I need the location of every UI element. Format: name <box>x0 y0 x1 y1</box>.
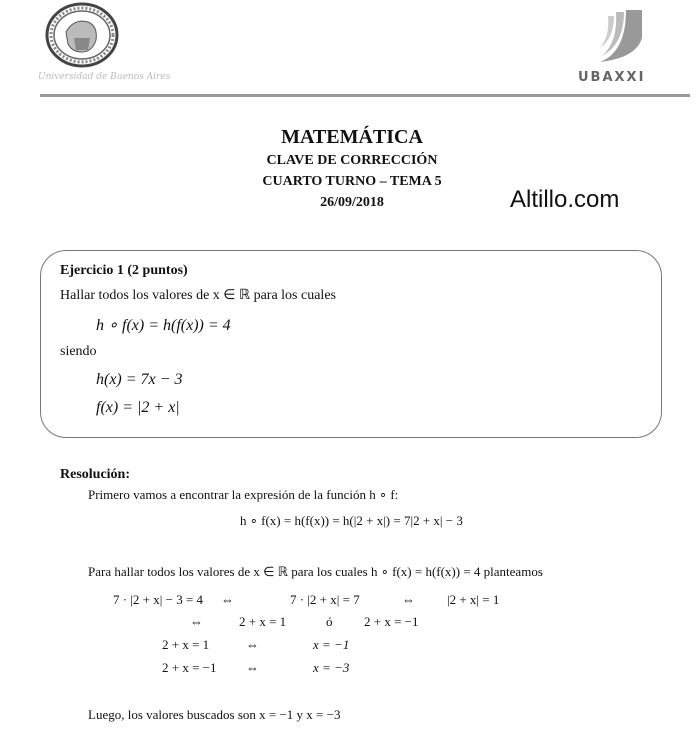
exercise-heading: Ejercicio 1 (2 puntos) <box>60 263 188 278</box>
composition-formula: h ∘ f(x) = h(f(x)) = h(|2 + x|) = 7|2 + x| − 3 <box>240 513 463 528</box>
resolution-heading: Resolución: <box>60 467 130 482</box>
step-4-b: x = −3 <box>313 660 350 675</box>
university-seal-logo <box>44 2 120 68</box>
step-2-iff: ⇔ <box>190 614 203 629</box>
step-3-b: x = −1 <box>313 637 350 652</box>
f-definition: f(x) = |2 + x| <box>96 399 180 416</box>
seal-caption: Universidad de Buenos Aires <box>38 72 171 82</box>
step-4-iff: ⇔ <box>246 660 259 675</box>
header-divider <box>40 94 690 97</box>
step-1-iff2: ⇔ <box>402 592 415 607</box>
siendo-label: siendo <box>60 344 97 359</box>
exercise-statement: Hallar todos los valores de x ∈ ℝ para los cuales <box>60 288 336 303</box>
step-2-or: ó <box>326 614 333 629</box>
step-4-a: 2 + x = −1 <box>162 660 217 675</box>
watermark: Altillo.com <box>510 186 620 213</box>
step-1-iff: ⇔ <box>221 592 234 607</box>
document-title: MATEMÁTICA <box>281 126 423 148</box>
document-subtitle: CLAVE DE CORRECCIÓN <box>266 153 438 168</box>
resolution-intro: Primero vamos a encontrar la expresión de la función h ∘ f: <box>88 487 399 502</box>
ubaxxi-logo-mark <box>596 8 644 62</box>
exam-date: 26/09/2018 <box>320 195 384 210</box>
step-1-a: 7 · |2 + x| − 3 = 4 <box>113 592 204 607</box>
step-2-b: 2 + x = −1 <box>364 614 419 629</box>
step-1-b: 7 · |2 + x| = 7 <box>290 592 360 607</box>
exam-turn: CUARTO TURNO – TEMA 5 <box>262 174 442 189</box>
exercise-equation: h ∘ f(x) = h(f(x)) = 4 <box>96 317 231 334</box>
step-2-a: 2 + x = 1 <box>239 614 287 629</box>
ubaxxi-logo-text: UBAXXI <box>578 70 646 85</box>
step-3-a: 2 + x = 1 <box>162 637 210 652</box>
step-3-iff: ⇔ <box>246 637 259 652</box>
step-1-c: |2 + x| = 1 <box>447 592 500 607</box>
h-definition: h(x) = 7x − 3 <box>96 371 183 388</box>
resolution-plan: Para hallar todos los valores de x ∈ ℝ para los cuales h ∘ f(x) = h(f(x)) = 4 planteamos <box>88 564 543 579</box>
resolution-conclusion: Luego, los valores buscados son x = −1 y x = −3 <box>88 707 341 722</box>
